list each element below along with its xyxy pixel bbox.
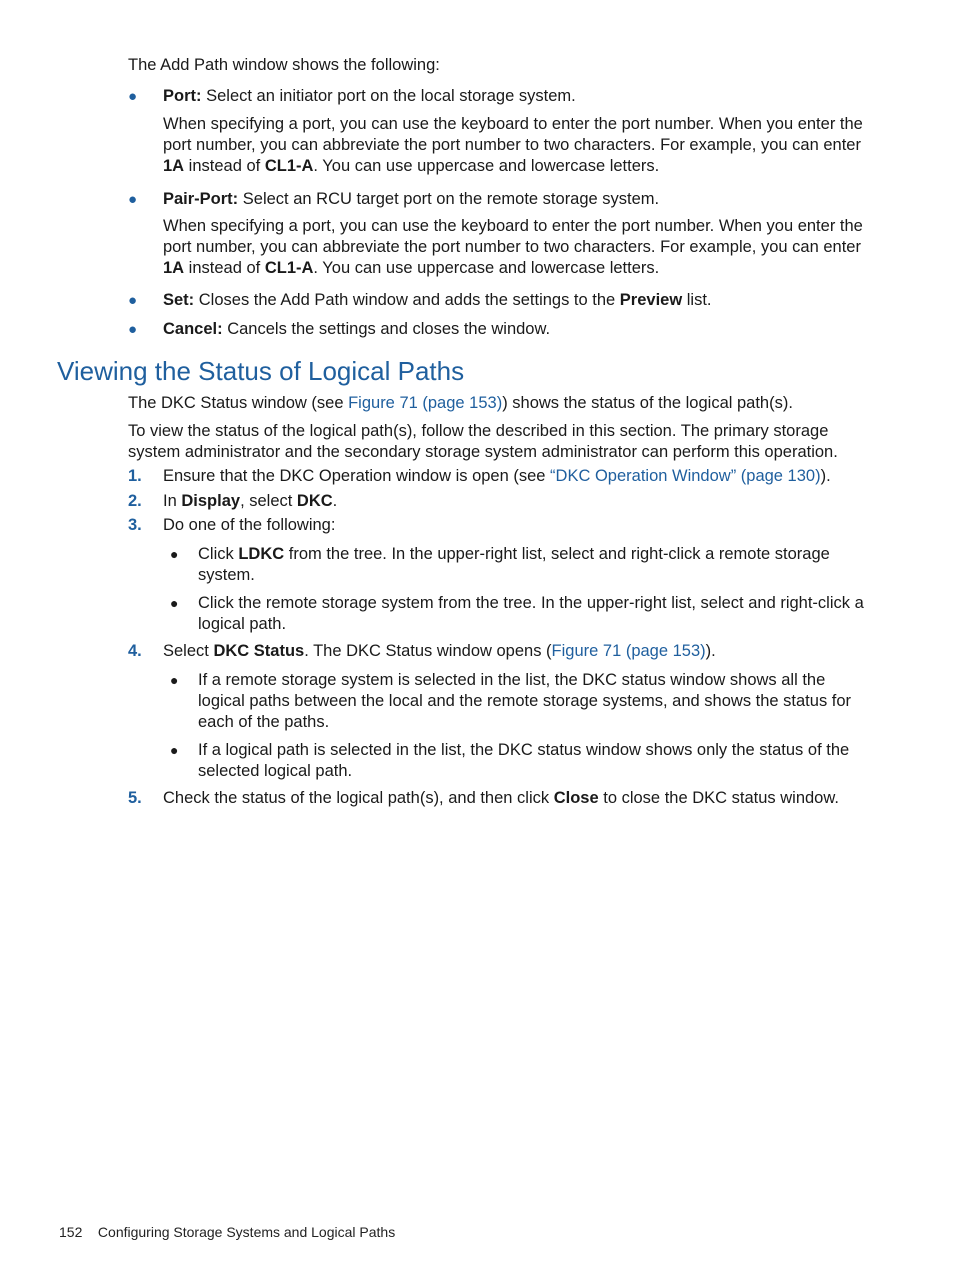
section-heading: Viewing the Status of Logical Paths — [57, 356, 465, 386]
option-text: Click — [198, 545, 239, 563]
step-number: 5. — [128, 789, 142, 807]
item-set-text: Closes the Add Path window and adds the settings to the — [198, 291, 620, 309]
step-3-option-2: Click the remote storage system from the tree. In the upper-right list, select and right-click a logical path. — [198, 594, 864, 633]
bullet-dot: ● — [128, 191, 138, 208]
step-text: . The DKC Status window opens ( — [304, 642, 552, 660]
paragraph-dkc-status — [128, 393, 868, 414]
step-text: ). — [820, 467, 831, 485]
step-3: Do one of the following: — [163, 516, 336, 534]
step-number: 3. — [128, 516, 142, 534]
bullet-dot: ● — [128, 321, 138, 338]
step-number: 1. — [128, 467, 142, 485]
term-set: Set: — [163, 291, 195, 309]
detail-text: . You can use uppercase and lowercase letters. — [313, 157, 660, 175]
p1-text: ) shows the status of the logical path(s). — [502, 394, 793, 412]
detail-text: instead of — [184, 259, 265, 277]
dkc-status-bold: DKC Status — [213, 642, 305, 660]
bullet-dot: ● — [170, 546, 179, 562]
paragraph-instructions: To view the status of the logical path(s), follow the described in this section. The primary storage system administrator and the secondary storage system administrator can perform this operation. — [128, 422, 838, 461]
step-text: , select — [240, 492, 297, 510]
bullet-dot: ● — [170, 672, 179, 688]
step-3-option-1 — [198, 544, 870, 586]
footer-title: Configuring Storage Systems and Logical Paths — [97, 1224, 396, 1240]
p1-text: The DKC Status window (see — [128, 394, 349, 412]
figure-71-link[interactable]: Figure 71 (page 153) — [551, 642, 706, 660]
step-4-result-2: If a logical path is selected in the list, the DKC status window shows only the status of the selected logical path. — [198, 741, 850, 780]
bullet-dot: ● — [128, 292, 138, 309]
step-text: . — [332, 492, 338, 510]
option-text: from the tree. In the upper-right list, select and right-click a remote storage system. — [198, 545, 830, 584]
detail-bold: 1A — [163, 157, 185, 175]
step-text: Ensure that the DKC Operation window is open (see — [163, 467, 551, 485]
step-1 — [163, 466, 869, 487]
item-set-text: list. — [682, 291, 712, 309]
step-2 — [163, 491, 869, 512]
list-item-port — [163, 86, 869, 107]
step-text: ). — [705, 642, 716, 660]
bullet-dot: ● — [170, 595, 179, 611]
detail-text: . You can use uppercase and lowercase letters. — [313, 259, 660, 277]
display-bold: Display — [181, 492, 241, 510]
step-number: 4. — [128, 642, 142, 660]
step-4 — [163, 641, 869, 662]
step-4-result-1: If a remote storage system is selected in the list, the DKC status window shows all the logical paths between the local and the remote storage systems, and shows the status for each of the paths. — [198, 671, 852, 731]
detail-bold: CL1-A — [264, 157, 314, 175]
step-text: to close the DKC status window. — [598, 789, 839, 807]
list-item-pair-port — [163, 189, 869, 210]
item-cancel-text: Cancels the settings and closes the window. — [227, 320, 551, 338]
figure-71-link[interactable]: Figure 71 (page 153) — [348, 394, 503, 412]
step-text: Select — [163, 642, 214, 660]
detail-bold: 1A — [163, 259, 185, 277]
step-number: 2. — [128, 492, 142, 510]
close-bold: Close — [553, 789, 599, 807]
detail-text: instead of — [184, 157, 265, 175]
item-port-text: Select an initiator port on the local storage system. — [206, 87, 576, 105]
detail-text: When specifying a port, you can use the keyboard to enter the port number. When you enter the port number, you can abbreviate the port number to two characters. For example, you can enter — [163, 217, 863, 256]
step-5 — [163, 788, 869, 809]
ldkc-bold: LDKC — [238, 545, 285, 563]
detail-text: When specifying a port, you can use the keyboard to enter the port number. When you enter the port number, you can abbreviate the port number to two characters. For example, you can enter — [163, 115, 863, 154]
term-cancel: Cancel: — [163, 320, 223, 338]
bullet-dot: ● — [170, 742, 179, 758]
step-text: Check the status of the logical path(s), and then click — [163, 789, 554, 807]
term-port: Port: — [163, 87, 202, 105]
list-item-cancel — [163, 319, 869, 340]
port-detail — [163, 114, 869, 177]
item-pair-port-text: Select an RCU target port on the remote storage system. — [242, 190, 660, 208]
step-text: In — [163, 492, 182, 510]
page-footer — [59, 1222, 395, 1243]
list-item-set — [163, 290, 869, 311]
detail-bold: CL1-A — [264, 259, 314, 277]
dkc-bold: DKC — [296, 492, 333, 510]
bullet-dot: ● — [128, 88, 138, 105]
intro-text: The Add Path window shows the following: — [128, 56, 440, 74]
pair-port-detail — [163, 216, 869, 279]
dkc-operation-window-link[interactable]: “DKC Operation Window” (page 130) — [550, 467, 821, 485]
term-pair-port: Pair-Port: — [163, 190, 239, 208]
preview-bold: Preview — [619, 291, 683, 309]
page-number: 152 — [59, 1224, 83, 1240]
